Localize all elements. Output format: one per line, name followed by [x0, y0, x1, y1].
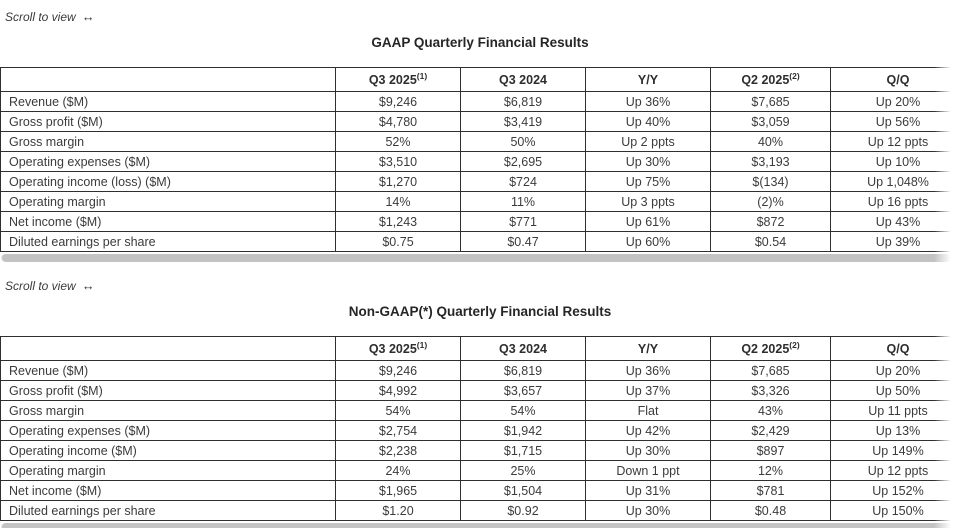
- value-cell: Up 37%: [586, 381, 711, 401]
- row-label-cell: Operating margin: [1, 461, 336, 481]
- scroll-to-view-label: Scroll to view: [5, 10, 76, 24]
- column-header-cell: [1, 68, 336, 92]
- table-row: [1, 172, 960, 192]
- value-cell: 43%: [711, 401, 831, 421]
- value-cell: $0.47: [461, 232, 586, 252]
- non-gaap-section: [0, 279, 960, 528]
- value-cell: Up 2 ppts: [586, 132, 711, 152]
- value-cell: Up 16 ppts: [831, 192, 960, 212]
- table-row: [1, 152, 960, 172]
- row-label-cell: Diluted earnings per share: [1, 501, 336, 521]
- value-cell: $3,193: [711, 152, 831, 172]
- value-cell: $9,246: [336, 92, 461, 112]
- header-row: [1, 68, 960, 92]
- value-cell: Up 12 ppts: [831, 461, 960, 481]
- value-cell: Up 75%: [586, 172, 711, 192]
- value-cell: $897: [711, 441, 831, 461]
- value-cell: $1,965: [336, 481, 461, 501]
- column-header-cell: [1, 337, 336, 361]
- page: [0, 10, 960, 528]
- value-cell: Up 36%: [586, 361, 711, 381]
- value-cell: $2,429: [711, 421, 831, 441]
- value-cell: $9,246: [336, 361, 461, 381]
- row-label-cell: Gross profit ($M): [1, 381, 336, 401]
- table-row: [1, 401, 960, 421]
- value-cell: Up 152%: [831, 481, 960, 501]
- horizontal-arrow-icon: ↔: [81, 9, 95, 24]
- value-cell: Up 12 ppts: [831, 132, 960, 152]
- table-row: [1, 192, 960, 212]
- horizontal-scrollbar[interactable]: [1, 254, 959, 262]
- value-cell: Up 30%: [586, 152, 711, 172]
- table-row: [1, 481, 960, 501]
- value-cell: $7,685: [711, 361, 831, 381]
- value-cell: Up 39%: [831, 232, 960, 252]
- row-label-cell: Operating expenses ($M): [1, 421, 336, 441]
- row-label-cell: Revenue ($M): [1, 92, 336, 112]
- financial-table: [0, 336, 960, 521]
- value-cell: Up 150%: [831, 501, 960, 521]
- value-cell: Up 56%: [831, 112, 960, 132]
- value-cell: $2,695: [461, 152, 586, 172]
- value-cell: Up 50%: [831, 381, 960, 401]
- column-header-cell: Q3 2025$^{(1)}$: [336, 68, 461, 92]
- table-row: [1, 212, 960, 232]
- row-label-cell: Operating income (loss) ($M): [1, 172, 336, 192]
- value-cell: $(134): [711, 172, 831, 192]
- value-cell: Up 40%: [586, 112, 711, 132]
- row-label-cell: Gross profit ($M): [1, 112, 336, 132]
- row-label-cell: Gross margin: [1, 401, 336, 421]
- value-cell: $2,754: [336, 421, 461, 441]
- row-label-cell: Net income ($M): [1, 212, 336, 232]
- value-cell: Up 43%: [831, 212, 960, 232]
- column-header-cell: Y/Y: [586, 68, 711, 92]
- value-cell: $4,780: [336, 112, 461, 132]
- value-cell: $2,238: [336, 441, 461, 461]
- table-scroll-container[interactable]: [0, 336, 960, 521]
- horizontal-scrollbar[interactable]: [1, 523, 959, 528]
- table-scroll-container[interactable]: [0, 67, 960, 252]
- value-cell: $771: [461, 212, 586, 232]
- table-row: [1, 112, 960, 132]
- row-label-cell: Operating income ($M): [1, 441, 336, 461]
- row-label-cell: Revenue ($M): [1, 361, 336, 381]
- column-header-cell: Q/Q: [831, 337, 960, 361]
- value-cell: Up 1,048%: [831, 172, 960, 192]
- value-cell: Up 30%: [586, 501, 711, 521]
- value-cell: 52%: [336, 132, 461, 152]
- table-row: [1, 132, 960, 152]
- value-cell: $3,326: [711, 381, 831, 401]
- value-cell: $6,819: [461, 92, 586, 112]
- column-header-cell: Q2 2025$^{(2)}$: [711, 337, 831, 361]
- value-cell: $781: [711, 481, 831, 501]
- scroll-to-view-label: Scroll to view: [5, 279, 76, 293]
- header-row: [1, 337, 960, 361]
- table-row: [1, 381, 960, 401]
- value-cell: $1,270: [336, 172, 461, 192]
- value-cell: $0.54: [711, 232, 831, 252]
- table-title: Non-GAAP(*) Quarterly Financial Results: [348, 304, 612, 319]
- row-label-cell: Gross margin: [1, 132, 336, 152]
- footnote-marker: (2): [789, 340, 800, 351]
- value-cell: $1,715: [461, 441, 586, 461]
- financial-table: [0, 67, 960, 252]
- row-label-cell: Operating margin: [1, 192, 336, 212]
- footnote-marker: (1): [416, 71, 428, 82]
- value-cell: 50%: [461, 132, 586, 152]
- value-cell: $3,510: [336, 152, 461, 172]
- row-label-cell: Net income ($M): [1, 481, 336, 501]
- footnote-marker: (1): [416, 340, 428, 351]
- value-cell: 12%: [711, 461, 831, 481]
- table-row: [1, 92, 960, 112]
- value-cell: $0.92: [461, 501, 586, 521]
- table-row: [1, 232, 960, 252]
- value-cell: $1,243: [336, 212, 461, 232]
- table-title: GAAP Quarterly Financial Results: [371, 35, 589, 50]
- gaap-section: [0, 10, 960, 262]
- value-cell: Up 31%: [586, 481, 711, 501]
- value-cell: 24%: [336, 461, 461, 481]
- value-cell: 54%: [461, 401, 586, 421]
- column-header-cell: Q3 2024: [461, 337, 586, 361]
- value-cell: Up 42%: [586, 421, 711, 441]
- value-cell: $4,992: [336, 381, 461, 401]
- table-row: [1, 461, 960, 481]
- horizontal-arrow-icon: ↔: [81, 278, 95, 293]
- value-cell: Up 61%: [586, 212, 711, 232]
- value-cell: Up 60%: [586, 232, 711, 252]
- table-row: [1, 501, 960, 521]
- value-cell: $1,504: [461, 481, 586, 501]
- value-cell: $3,419: [461, 112, 586, 132]
- value-cell: $1.20: [336, 501, 461, 521]
- row-label-cell: Operating expenses ($M): [1, 152, 336, 172]
- value-cell: $0.75: [336, 232, 461, 252]
- column-header-cell: Y/Y: [586, 337, 711, 361]
- value-cell: $6,819: [461, 361, 586, 381]
- value-cell: 54%: [336, 401, 461, 421]
- value-cell: (2)%: [711, 192, 831, 212]
- value-cell: 11%: [461, 192, 586, 212]
- value-cell: Up 3 ppts: [586, 192, 711, 212]
- value-cell: Up 20%: [831, 361, 960, 381]
- value-cell: Flat: [586, 401, 711, 421]
- value-cell: Up 11 ppts: [831, 401, 960, 421]
- value-cell: Up 149%: [831, 441, 960, 461]
- value-cell: $0.48: [711, 501, 831, 521]
- value-cell: 25%: [461, 461, 586, 481]
- value-cell: $872: [711, 212, 831, 232]
- value-cell: $1,942: [461, 421, 586, 441]
- value-cell: Up 36%: [586, 92, 711, 112]
- table-row: [1, 441, 960, 461]
- value-cell: Up 13%: [831, 421, 960, 441]
- value-cell: 14%: [336, 192, 461, 212]
- value-cell: Down 1 ppt: [586, 461, 711, 481]
- column-header-cell: Q2 2025$^{(2)}$: [711, 68, 831, 92]
- scroll-to-view-hint: [5, 279, 960, 293]
- value-cell: Up 20%: [831, 92, 960, 112]
- column-header-cell: Q/Q: [831, 68, 960, 92]
- value-cell: $7,685: [711, 92, 831, 112]
- table-row: [1, 421, 960, 441]
- value-cell: $3,657: [461, 381, 586, 401]
- value-cell: Up 10%: [831, 152, 960, 172]
- table-row: [1, 361, 960, 381]
- value-cell: Up 30%: [586, 441, 711, 461]
- value-cell: 40%: [711, 132, 831, 152]
- column-header-cell: Q3 2024: [461, 68, 586, 92]
- value-cell: $724: [461, 172, 586, 192]
- row-label-cell: Diluted earnings per share: [1, 232, 336, 252]
- value-cell: $3,059: [711, 112, 831, 132]
- column-header-cell: Q3 2025$^{(1)}$: [336, 337, 461, 361]
- scrollbar-thumb[interactable]: [2, 523, 950, 528]
- scroll-to-view-hint: [5, 10, 960, 24]
- scrollbar-thumb[interactable]: [2, 254, 950, 262]
- footnote-marker: (2): [789, 71, 800, 82]
